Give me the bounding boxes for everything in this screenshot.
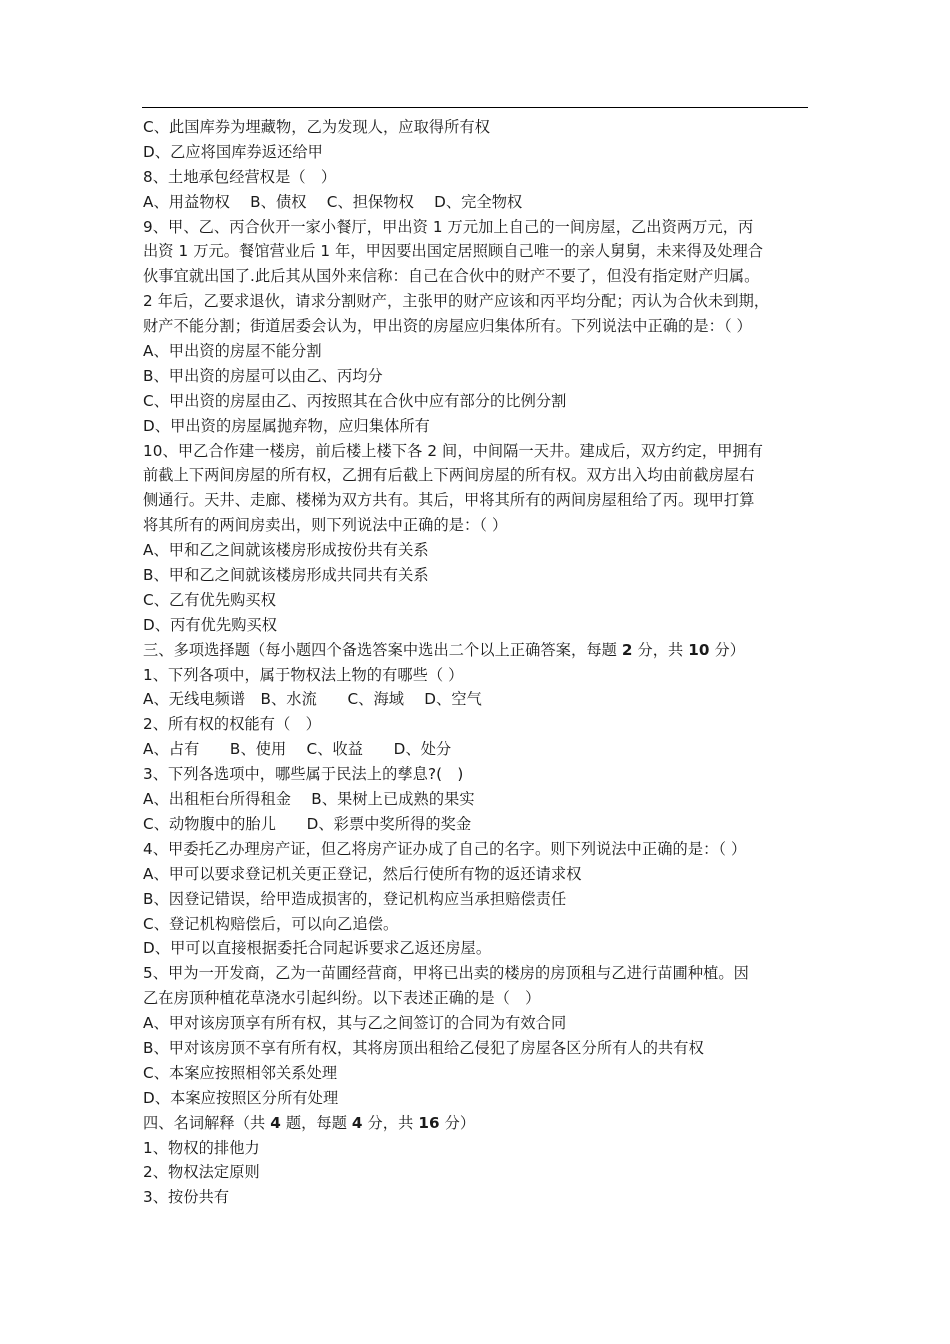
section-3-heading: 三、多项选择题（每小题四个备选答案中选出二个以上正确答案，每题 2 分，共 10 分）	[143, 640, 746, 659]
text-line: 财产不能分割；街道居委会认为，甲出资的房屋应归集体所有。下列说法中正确的是：（ ）	[143, 317, 752, 336]
text-line: A、甲和乙之间就该楼房形成按份共有关系	[143, 541, 429, 560]
text-line: 2 年后，乙要求退伙，请求分割财产，主张甲的财产应该和丙平均分配；丙认为合伙未到期，	[143, 292, 770, 311]
text-line: C、本案应按照相邻关系处理	[143, 1063, 338, 1082]
text-line: B、因登记错误，给甲造成损害的，登记机构应当承担赔偿责任	[143, 889, 567, 908]
text-line: 4、甲委托乙办理房产证，但乙将房产证办成了自己的名字。则下列说法中正确的是：（ ）	[143, 839, 747, 858]
text-line: 10、甲乙合作建一楼房，前后楼上楼下各 2 间，中间隔一天井。建成后，双方约定，甲拥有	[143, 441, 764, 460]
text-line: A、甲对该房顶享有所有权，其与乙之间签订的合同为有效合同	[143, 1014, 567, 1033]
text-line: D、本案应按照区分所有处理	[143, 1088, 339, 1107]
question-block-2	[143, 663, 813, 1111]
text-line: B、甲和乙之间就该楼房形成共同共有关系	[143, 566, 429, 585]
text-line: D、甲可以直接根据委托合同起诉要求乙返还房屋。	[143, 939, 492, 958]
question-block-1	[143, 115, 813, 638]
text-line: 3、下列各选项中，哪些属于民法上的孳息?( )	[143, 765, 464, 784]
text-line: 前截上下两间房屋的所有权，乙拥有后截上下两间房屋的所有权。双方出入均由前截房屋右	[143, 466, 755, 485]
text-line: A、甲可以要求登记机关更正登记，然后行使所有物的返还请求权	[143, 864, 582, 883]
text-line: 1、物权的排他力	[143, 1138, 260, 1157]
text-line: D、丙有优先购买权	[143, 615, 278, 634]
text-line: 3、按份共有	[143, 1188, 230, 1207]
text-line: D、甲出资的房屋属抛弃物，应归集体所有	[143, 416, 430, 435]
text-line: 9、甲、乙、丙合伙开一家小餐厅，甲出资 1 万元加上自己的一间房屋，乙出资两万元，丙	[143, 217, 754, 236]
text-line: 伙事宜就出国了.此后其从国外来信称：自己在合伙中的财产不要了，但没有指定财产归属。	[143, 267, 760, 286]
text-line: A、出租柜台所得租金 B、果树上已成熟的果实	[143, 790, 475, 809]
header-rule	[142, 107, 808, 108]
text-line: D、乙应将国库券返还给甲	[143, 142, 323, 161]
text-line: A、无线电频谱 B、水流 C、海域 D、空气	[143, 690, 482, 709]
text-line: 出资 1 万元。餐馆营业后 1 年，甲因要出国定居照顾自己唯一的亲人舅舅，未来得及处理合	[143, 242, 764, 261]
text-line: 1、下列各项中，属于物权法上物的有哪些（ ）	[143, 665, 464, 684]
text-line: 侧通行。天井、走廊、楼梯为双方共有。其后，甲将其所有的两间房屋租给了丙。现甲打算	[143, 491, 755, 510]
text-line: 将其所有的两间房卖出，则下列说法中正确的是：（ ）	[143, 516, 508, 535]
section-4-heading: 四、名词解释（共 4 题，每题 4 分，共 16 分）	[143, 1113, 476, 1132]
text-line: B、甲对该房顶不享有所有权，其将房顶出租给乙侵犯了房屋各区分所有人的共有权	[143, 1038, 704, 1057]
text-line: C、登记机构赔偿后，可以向乙追偿。	[143, 914, 399, 933]
question-block-3	[143, 1136, 813, 1211]
text-line: 5、甲为一开发商，乙为一苗圃经营商，甲将已出卖的楼房的房顶租与乙进行苗圃种植。因	[143, 964, 749, 983]
text-line: C、动物腹中的胎儿 D、彩票中奖所得的奖金	[143, 814, 472, 833]
text-line: 8、土地承包经营权是（ ）	[143, 167, 337, 186]
text-line: 2、所有权的权能有（ ）	[143, 715, 321, 734]
text-line: C、乙有优先购买权	[143, 590, 277, 609]
document-body	[143, 115, 813, 1210]
text-line: 乙在房顶种植花草浇水引起纠纷。以下表述正确的是（ ）	[143, 989, 541, 1008]
text-line: C、此国库券为埋藏物，乙为发现人，应取得所有权	[143, 118, 491, 136]
text-line: C、甲出资的房屋由乙、丙按照其在合伙中应有部分的比例分割	[143, 391, 567, 410]
text-line: A、占有 B、使用 C、收益 D、处分	[143, 740, 452, 759]
text-line: 2、物权法定原则	[143, 1163, 260, 1182]
text-line: A、用益物权 B、债权 C、担保物权 D、完全物权	[143, 192, 523, 211]
text-line: B、甲出资的房屋可以由乙、丙均分	[143, 366, 383, 385]
text-line: A、甲出资的房屋不能分割	[143, 342, 322, 361]
